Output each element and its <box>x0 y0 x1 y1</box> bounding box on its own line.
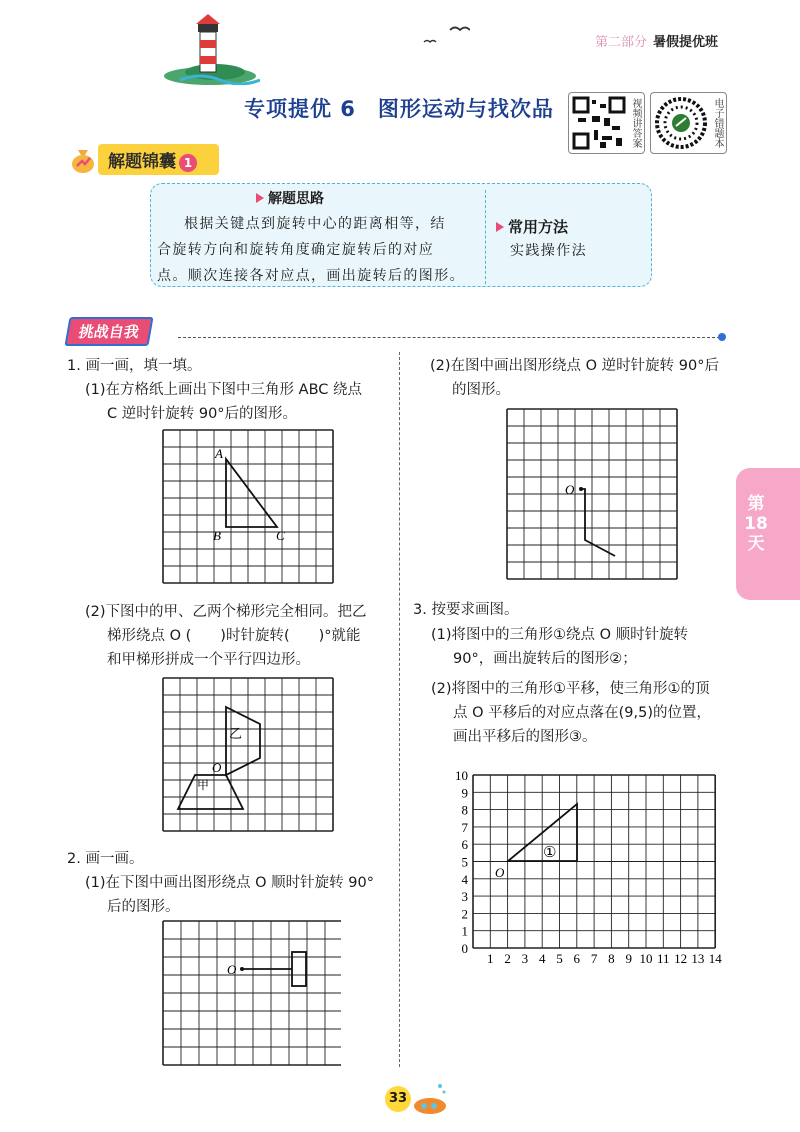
y-tick-label: 5 <box>461 854 468 870</box>
grid-lines <box>163 921 341 1065</box>
label-o: O <box>495 865 505 880</box>
q3-part1-line2: 90°，画出旋转后的图形②； <box>453 651 637 667</box>
y-tick-label: 2 <box>461 906 468 922</box>
x-tick-label: 10 <box>639 951 653 966</box>
column-divider <box>399 352 400 1067</box>
q1-part2-line2: 梯形绕点 O ( )时针旋转( )°就能 <box>107 628 361 644</box>
triangle-abc <box>226 459 277 527</box>
grid-lines <box>507 409 677 579</box>
q1-grid-1[interactable] <box>161 428 341 593</box>
qr1-caption: 视频讲答案 <box>630 98 641 148</box>
label-yi: 乙 <box>229 727 243 742</box>
label-o: O <box>212 760 222 775</box>
header-brand: 第二部分 暑假提优班 <box>595 35 719 50</box>
x-tick-label: 2 <box>504 951 511 966</box>
idea-line-3: 点。顺次连接各对应点，画出旋转后的图形。 <box>157 268 465 284</box>
label-a: A <box>215 446 223 461</box>
q3-heading: 3. 按要求画图。 <box>413 602 519 618</box>
x-axis-ticks <box>487 951 722 966</box>
q1-part2-line3: 和甲梯形拼成一个平行四边形。 <box>107 652 310 668</box>
section-badge <box>68 144 219 174</box>
money-bag-icon <box>68 144 98 174</box>
grid-lines <box>163 678 333 831</box>
submarine-icon <box>410 1078 450 1118</box>
page-number: 33 <box>385 1086 411 1112</box>
x-tick-label: 1 <box>487 951 494 966</box>
grid-lines <box>163 430 333 583</box>
q1-grid-2[interactable] <box>161 676 341 841</box>
challenge-badge <box>67 317 151 346</box>
x-tick-label: 6 <box>573 951 581 966</box>
q2-part2-line2: 的图形。 <box>452 382 510 398</box>
idea-title: 解题思路 <box>256 188 324 208</box>
q3-part1-line1: (1)将图中的三角形①绕点 O 顺时针旋转 <box>431 627 689 643</box>
q3-coordinate-grid[interactable] <box>455 755 740 975</box>
q2-part2-line1: (2)在图中画出图形绕点 O 逆时针旋转 90°后 <box>430 358 719 374</box>
q1-part2-line1: (2)下图中的甲、乙两个梯形完全相同。把乙 <box>85 604 367 620</box>
day-side-tab-label: 第18天 <box>744 494 768 554</box>
idea-line-2: 合旋转方向和旋转角度确定旋转后的对应 <box>157 242 435 258</box>
qr-code-icon <box>654 96 708 150</box>
idea-line-1: 根据关键点到旋转中心的距离相等，结 <box>184 216 446 232</box>
q2-grid-2[interactable] <box>505 407 685 592</box>
x-tick-label: 4 <box>538 951 546 966</box>
q1-heading: 1. 画一画，填一填。 <box>67 358 202 374</box>
y-tick-label: 7 <box>461 819 468 835</box>
y-tick-label: 10 <box>455 768 468 783</box>
q2-heading: 2. 画一画。 <box>67 851 144 867</box>
x-tick-label: 12 <box>674 951 688 966</box>
label-c: C <box>276 528 285 543</box>
video-answer-qr[interactable] <box>568 92 645 154</box>
method-title: 常用方法 <box>496 216 568 237</box>
y-tick-label: 0 <box>461 941 468 956</box>
page-title: 专项提优 6 图形运动与找次品 <box>244 97 554 121</box>
q3-part2-line3: 画出平移后的图形③。 <box>453 729 597 745</box>
point-o <box>240 967 244 971</box>
x-tick-label: 7 <box>590 951 598 966</box>
x-tick-label: 5 <box>556 951 563 966</box>
label-o: O <box>565 482 575 497</box>
shape-path <box>581 489 615 556</box>
method-text: 实践操作法 <box>510 243 587 259</box>
x-tick-label: 13 <box>691 951 705 966</box>
q2-part1-line2: 后的图形。 <box>107 899 180 915</box>
badge-number: 1 <box>179 154 197 172</box>
label-b: B <box>213 528 221 543</box>
q3-part2-line1: (2)将图中的三角形①平移，使三角形①的顶 <box>431 681 710 697</box>
lighthouse-icon <box>160 10 260 85</box>
x-tick-label: 8 <box>608 951 615 966</box>
y-axis-ticks <box>455 768 469 956</box>
q1-part1-line2: C 逆时针旋转 90°后的图形。 <box>107 406 298 422</box>
section-divider <box>178 337 720 338</box>
y-tick-label: 8 <box>461 802 468 818</box>
q3-part2-line2: 点 O 平移后的对应点落在(9,5)的位置， <box>453 705 712 721</box>
qr2-caption: 电子错题本 <box>712 98 723 148</box>
x-tick-label: 11 <box>657 951 670 966</box>
q2-grid-1[interactable] <box>161 919 341 1069</box>
label-jia: 甲 <box>197 778 210 792</box>
y-tick-label: 6 <box>461 837 468 853</box>
y-tick-label: 9 <box>461 785 468 801</box>
badge-label: 解题锦囊 1 <box>98 144 219 175</box>
label-o: O <box>227 962 237 977</box>
tips-divider <box>485 190 486 284</box>
qr-code-icon <box>572 96 626 150</box>
q1-part1-line1: (1)在方格纸上画出下图中三角形 ABC 绕点 <box>85 382 362 398</box>
y-tick-label: 3 <box>461 889 468 905</box>
x-tick-label: 3 <box>521 951 529 966</box>
label-triangle-one: ① <box>543 843 557 861</box>
y-tick-label: 4 <box>461 871 468 887</box>
divider-dot <box>718 333 726 341</box>
q2-part1-line1: (1)在下图中画出图形绕点 O 顺时针旋转 90° <box>85 875 374 891</box>
point-o <box>579 487 583 491</box>
error-book-qr[interactable] <box>650 92 727 154</box>
birds-icon <box>420 24 470 48</box>
x-tick-label: 9 <box>625 951 632 966</box>
challenge-label: 挑战自我 <box>64 317 153 346</box>
x-tick-label: 14 <box>708 951 722 966</box>
y-tick-label: 1 <box>461 923 468 939</box>
